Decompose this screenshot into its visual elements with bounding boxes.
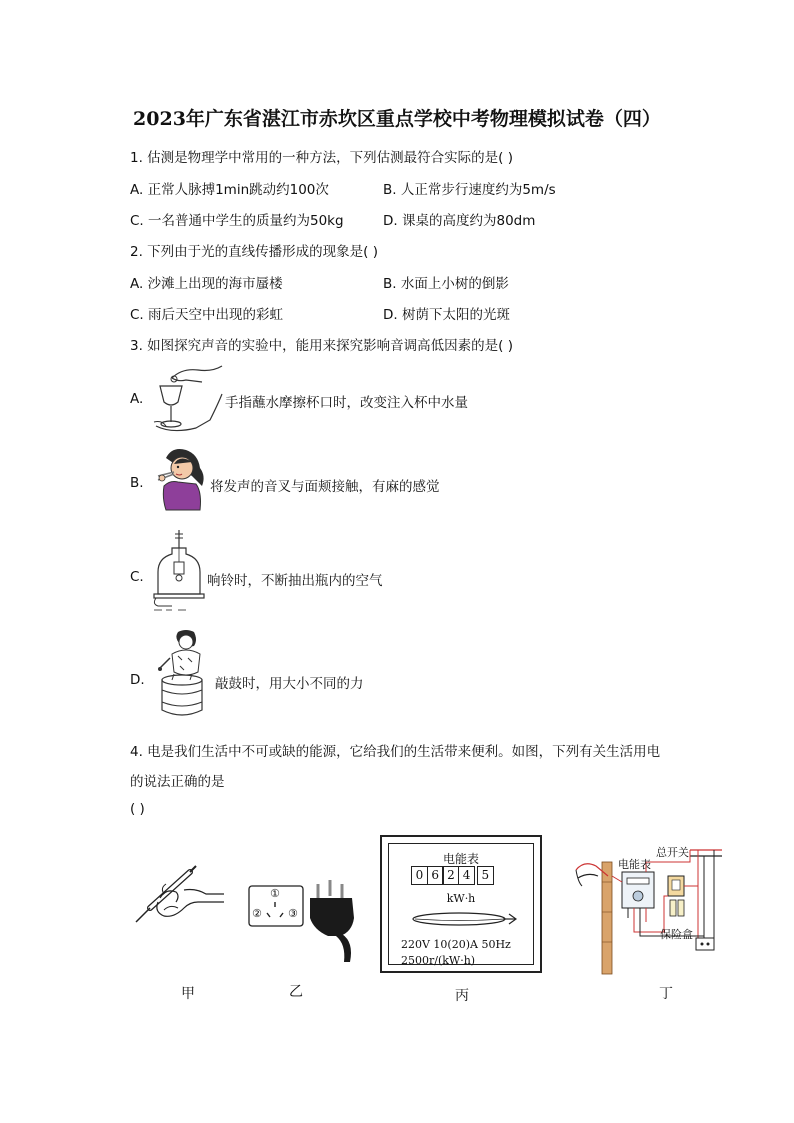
meter-disk-arrow-icon [411, 908, 517, 930]
question-3-stem: 3. 如图探究声音的实验中，能用来探究影响音调高低因素的是( ) [130, 338, 513, 354]
meter-digit: 6 [427, 866, 444, 885]
meter-digit-decimal: 5 [477, 866, 494, 885]
question-3-option-c-letter: C. [130, 569, 144, 585]
three-pin-plug-image [308, 878, 360, 962]
question-4-stem-line3: ( ) [130, 801, 145, 817]
girl-tuning-fork-image [152, 446, 208, 512]
question-1-option-c: C. 一名普通中学生的质量约为50kg [130, 213, 344, 229]
question-1-option-a: A. 正常人脉搏1min跳动约100次 [130, 182, 329, 198]
test-pen-hand-image [130, 858, 226, 928]
circuit-main-switch-label: 总开关 [656, 846, 689, 859]
wineglass-rubbing-image [152, 364, 224, 434]
question-3-option-d-text: 敲鼓时，用大小不同的力 [215, 676, 364, 692]
figure-label-bing: 丙 [455, 988, 469, 1004]
question-1-option-b: B. 人正常步行速度约为5m/s [383, 182, 556, 198]
question-4-stem-line1: 4. 电是我们生活中不可或缺的能源，它给我们的生活带来便利。如图，下列有关生活用电 [130, 744, 661, 760]
figure-label-jia: 甲 [181, 986, 195, 1002]
question-1-stem: 1. 估测是物理学中常用的一种方法，下列估测最符合实际的是( ) [130, 150, 513, 166]
question-2-option-d: D. 树荫下太阳的光斑 [383, 307, 510, 323]
question-2-option-b: B. 水面上小树的倒影 [383, 276, 509, 292]
question-3-option-d-letter: D. [130, 672, 145, 688]
meter-digit: 4 [458, 866, 475, 885]
meter-spec-voltage-current: 220V 10(20)A 50Hz [401, 938, 511, 951]
meter-digits [411, 866, 493, 885]
circuit-fuse-box-label: 保险盒 [660, 928, 693, 941]
figure-label-yi: 乙 [289, 984, 303, 1000]
meter-digit: 0 [411, 866, 428, 885]
question-2-stem: 2. 下列由于光的直线传播形成的现象是( ) [130, 244, 378, 260]
socket-label-3: ③ [288, 907, 298, 920]
meter-unit: kW·h [446, 892, 476, 905]
energy-meter-figure [380, 835, 542, 973]
bell-jar-image [150, 528, 208, 614]
question-2-option-a: A. 沙滩上出现的海市蜃楼 [130, 276, 283, 292]
question-3-option-a-text: 手指蘸水摩擦杯口时，改变注入杯中水量 [225, 395, 468, 411]
page-title: 2023年广东省湛江市赤坎区重点学校中考物理模拟试卷（四） [133, 108, 661, 130]
question-3-option-a-letter: A. [130, 391, 144, 407]
socket-label-2: ② [252, 907, 262, 920]
socket-label-1: ① [270, 887, 280, 900]
meter-spec-revolutions: 2500r/(kW·h) [401, 954, 476, 967]
meter-title: 电能表 [442, 852, 479, 866]
question-3-option-c-text: 响铃时，不断抽出瓶内的空气 [207, 573, 383, 589]
question-3-option-b-letter: B. [130, 475, 144, 491]
circuit-meter-label: 电能表 [618, 858, 651, 871]
question-1-option-d: D. 课桌的高度约为80dm [383, 213, 536, 229]
drum-beating-image [152, 628, 212, 722]
figure-label-ding: 丁 [659, 986, 673, 1002]
question-2-option-c: C. 雨后天空中出现的彩虹 [130, 307, 284, 323]
energy-meter-panel [388, 843, 534, 965]
meter-digit: 2 [442, 866, 459, 885]
question-3-option-b-text: 将发声的音叉与面颊接触，有麻的感觉 [210, 479, 440, 495]
question-4-stem-line2: 的说法正确的是 [130, 774, 225, 790]
